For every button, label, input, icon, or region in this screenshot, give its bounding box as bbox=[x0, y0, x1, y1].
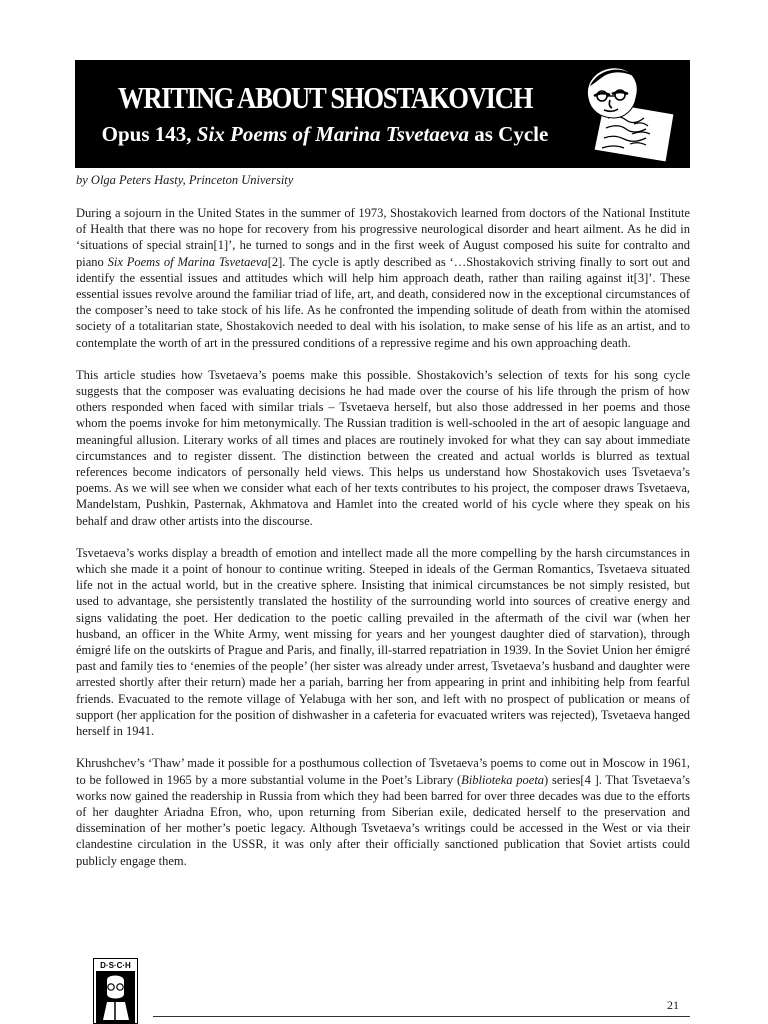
byline: by Olga Peters Hasty, Princeton University bbox=[76, 173, 294, 187]
subtitle-prefix: Opus 143, bbox=[101, 122, 197, 146]
subtitle-italic: Six Poems of Marina Tsvetaeva bbox=[196, 122, 469, 146]
header-banner bbox=[75, 60, 690, 168]
article-body bbox=[76, 205, 690, 885]
paragraph-1-text-a: During a sojourn in the United States in the summer of 1973, Shostakovich learned from doctors of the National Institute of Health that there was no hope for recovery from his progressive neurological disorder and heart ailment. As he did in ‘situations of special strain[1]’, he turned to songs and in the first week of August composed his suite for contralto and piano bbox=[76, 206, 690, 269]
footer-rule bbox=[153, 1016, 690, 1017]
subtitle-suffix: as Cycle bbox=[469, 122, 549, 146]
paragraph-3: Tsvetaeva’s works display a breadth of emotion and intellect made all the more compelling by the harsh circumstances in which she made it a point of honour to continue writing. Steeped in ideals of the German Romantics, Tsvetaeva situated life not in the actual world, but in the creative sphere. Insisting that inimical circumstances be not simply resisted, but used to advantage, she persistently translated the hostility of the surrounding world into sources of creative energy and signs validating the poet. Her dedication to the poetic calling prevailed in the aftermath of the civil war (when her husband, an officer in the White Army, went missing for years and her youngest daughter died of starvation), through émigré life on the outskirts of Prague and Paris, and finally, ill-starred repatriation in 1939. In the Soviet Union her émigré past and family ties to ‘enemies of the people’ (her sister was already under arrest, Tsvetaeva’s husband and daughter were arrested shortly after their return) made her a pariah, barring her from appearing in print and inhibiting help from fearful friends. Evacuated to the remote village of Yelabuga with her son, and left with no prospect of publication or means of support (her application for the position of dishwasher in a cafeteria for evacuated writers was rejected), Tsvetaeva hanged herself in 1941. bbox=[76, 545, 690, 739]
dsch-logo-text: D·S·C·H bbox=[100, 961, 131, 970]
paragraph-4-text-a: Khrushchev’s ‘Thaw’ made it possible for a posthumous collection of Tsvetaeva’s poems to come out in Moscow in 1961, to be followed in 1965 by a more substantial volume in the Poet’s Library ( bbox=[76, 756, 690, 787]
paragraph-1 bbox=[76, 205, 690, 351]
paragraph-4-italic: Biblioteka poeta bbox=[461, 772, 545, 787]
banner-subtitle bbox=[75, 122, 575, 147]
page-number: 21 bbox=[667, 998, 679, 1012]
paragraph-1-italic: Six Poems of Marina Tsvetaeva bbox=[107, 254, 268, 269]
paragraph-2: This article studies how Tsvetaeva’s poems make this possible. Shostakovich’s selection of texts for his song cycle suggests that the composer was evaluating decisions he had made over the course of his life through the prism of how others responded when faced with similar trials – Tsvetaeva herself, but also those addressed in her poems and those whom the poems invoke for him metonymically. The Russian tradition is well-schooled in the art of aesopic language and meaningful allusion. Literary works of all times and places are routinely invoked for what they can say about immediate circumstances and to register dissent. The distinction between the created and actual worlds is blurred as textual references become indicators of personally held views. This helps us understand how Shostakovich uses Tsvetaeva’s poems. As we will see when we consider what each of her texts contributes to his project, the composer draws Tsvetaeva, Mandelstam, Pushkin, Pasternak, Akhmatova and Hamlet into the created world of his cycle where they speak on his behalf and draw other artists into the discourse. bbox=[76, 367, 690, 528]
dsch-logo bbox=[93, 958, 138, 1024]
paragraph-1-text-b: [2]. The cycle is aptly described as ‘…Shostakovich striving finally to sort out and identify the essential issues and attitudes which will help him approach death, rather than railing against it[3]’. These essential issues revolve around the familiar triad of life, art, and death, considered now in the exceptional circumstances of the composer’s need to take stock of his life. As he confronted the impending solitude of death from within the atomised society of a totalitarian state, Shostakovich needed to deal with his isolation, to make sense of his life as an artist, and to contemplate the worth of art in the pressured conditions of a repressive regime and his own approaching death. bbox=[76, 254, 690, 350]
paragraph-4 bbox=[76, 755, 690, 868]
paragraph-4-text-b: ) series[4 ]. That Tsvetaeva’s works now gained the readership in Russia from which they had been barred for over three decades was due to the efforts of her daughter Ariadna Efron, who, upon returning from Siberian exile, dedicated herself to the preservation and dissemination of her mother’s poetic legacy. Although Tsvetaeva’s writings could be accessed in the West or via their clandestine circulation in the USSR, it was only after their officially sanctioned publication that Soviet artists could publicly engage them. bbox=[76, 772, 690, 868]
banner-title: WRITING ABOUT SHOSTAKOVICH bbox=[117, 80, 533, 115]
shostakovich-portrait-illustration bbox=[574, 62, 684, 166]
